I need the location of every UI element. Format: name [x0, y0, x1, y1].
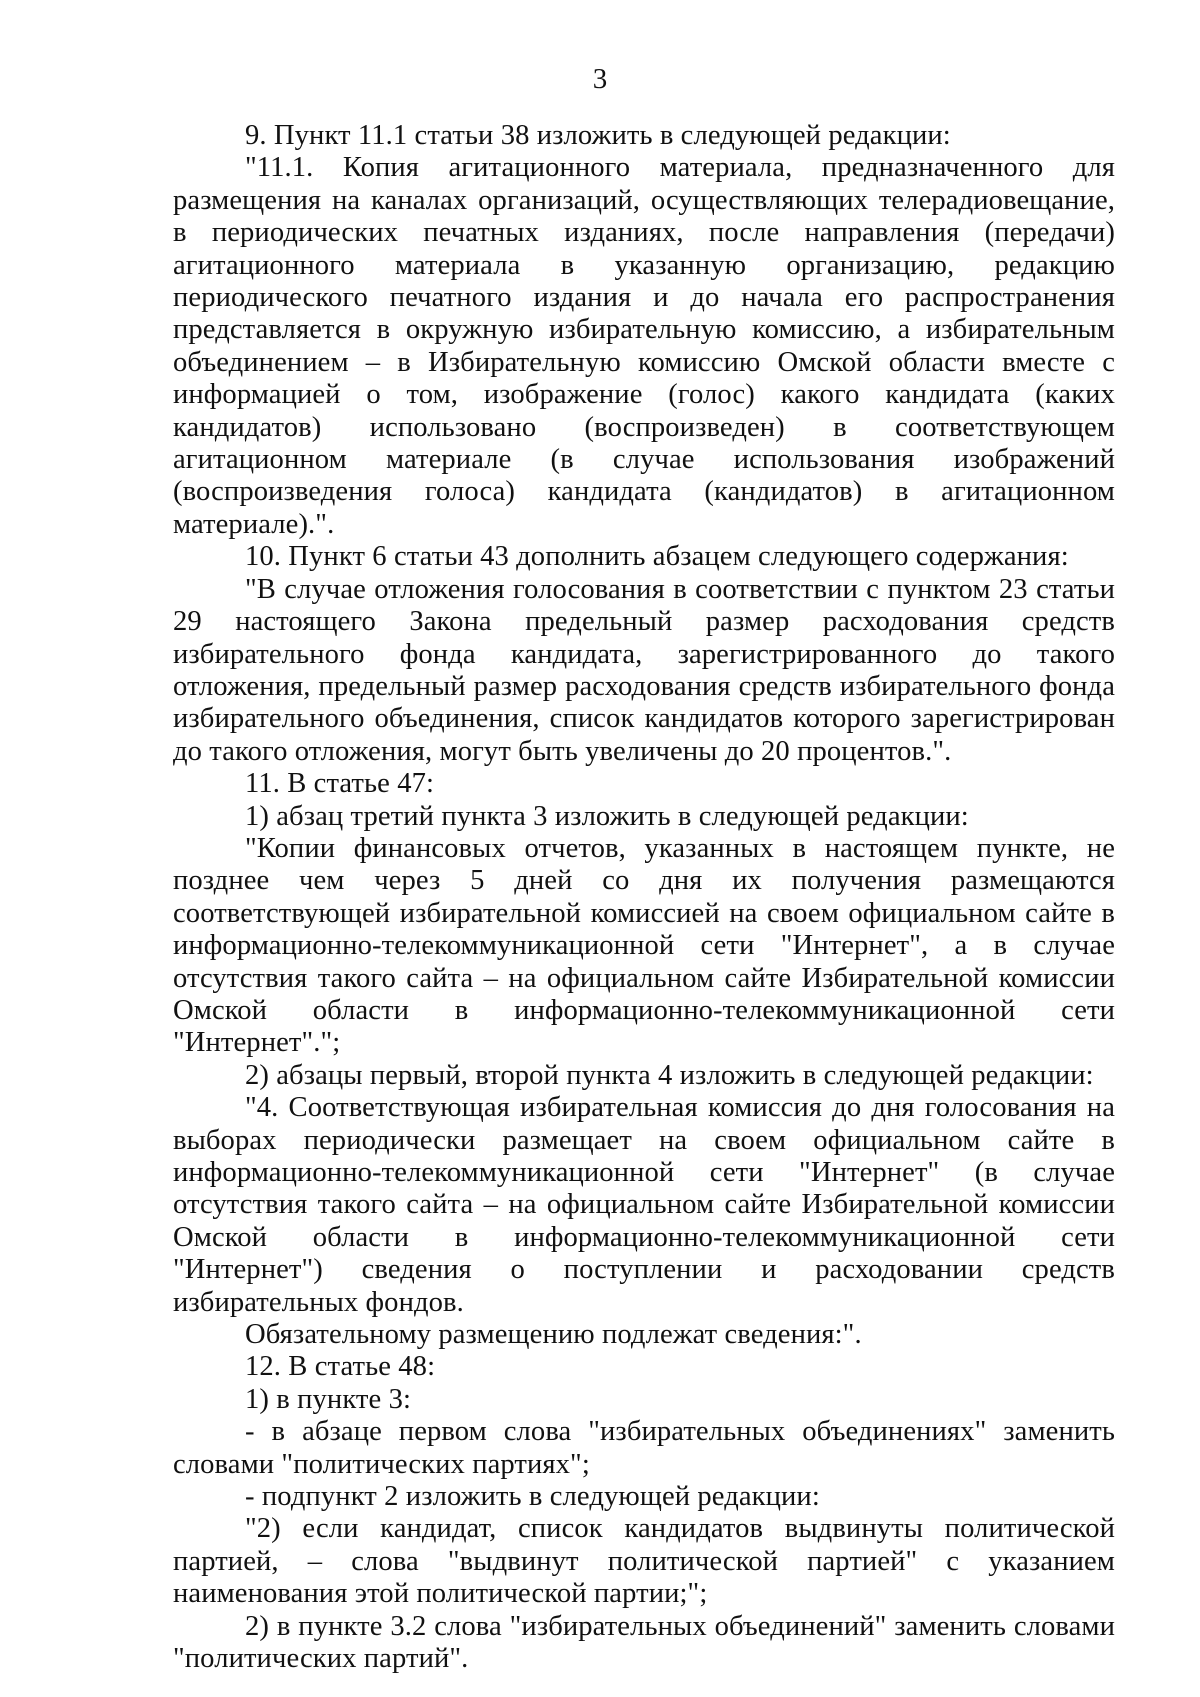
- paragraph-item-12-heading: 12. В статье 48:: [245, 1351, 436, 1383]
- paragraph-article-47-p3-text: "Копии финансовых отчетов, указанных в настоящем пункте, не позднее чем через 5 дней со дня их получения размещаются соответствующей избирательной комиссией на своем официальном сайте в информационно-телекоммуникационной сети "Интернет", а в случае отсутствия такого сайта – на официальном сайте Избирательной комиссии Омской области в информационно-телекоммуникационной сети "Интернет".";: [173, 832, 1115, 1059]
- paragraph-item-11-sub-2: 2) абзацы первый, второй пункта 4 изложить в следующей редакции:: [245, 1059, 1094, 1091]
- paragraph-item-12-sub-1: 1) в пункте 3:: [245, 1383, 412, 1415]
- paragraph-mandatory-info: Обязательному размещению подлежат сведения:".: [245, 1319, 862, 1351]
- paragraph-item-12-sub-1-b: - подпункт 2 изложить в следующей редакции:: [245, 1481, 820, 1513]
- paragraph-article-47-p4-text: "4. Соответствующая избирательная комиссия до дня голосования на выборах периодически размещает на своем официальном сайте в информационно-телекоммуникационной сети "Интернет" (в случае отсутствия такого сайта – на официальном сайте Избирательной комиссии Омской области в информационно-телекоммуникационной сети "Интернет") сведения о поступлении и расходовании средств избирательных фондов.: [173, 1092, 1115, 1318]
- paragraph-article-48-sp2-text: "2) если кандидат, список кандидатов выдвинуты политической партией, – слова "выдвинут политической партией" с указанием наименования этой политической партии;";: [173, 1513, 1115, 1610]
- paragraph-item-12-sub-2: 2) в пункте 3.2 слова "избирательных объединений" заменить словами "политических партий".: [173, 1610, 1115, 1675]
- paragraph-item-9-heading: 9. Пункт 11.1 статьи 38 изложить в следующей редакции:: [245, 120, 951, 151]
- document-body: [173, 120, 1115, 1676]
- paragraph-article-43-text: "В случае отложения голосования в соответствии с пунктом 23 статьи 29 настоящего Закона предельный размер расходования средств избирательного фонда кандидата, зарегистрированного до такого отложения, предельный размер расходования средств избирательного фонда избирательного объединения, список кандидатов которого зарегистрирован до такого отложения, могут быть увеличены до 20 процентов.".: [173, 573, 1115, 767]
- page-number: 3: [592, 63, 608, 95]
- paragraph-item-11-sub-1: 1) абзац третий пункта 3 изложить в следующей редакции:: [245, 800, 969, 832]
- paragraph-item-11-heading: 11. В статье 47:: [245, 768, 435, 800]
- paragraph-article-38-text: "11.1. Копия агитационного материала, предназначенного для размещения на каналах организаций, осуществляющих телерадиовещание, в периодических печатных изданиях, после направления (передачи) агитационного материала в указанную организацию, редакцию периодического печатного издания и до начала его распространения представляется в окружную избирательную комиссию, а избирательным объединением – в Избирательную комиссию Омской области вместе с информацией о том, изображение (голос) какого кандидата (каких кандидатов) использовано (воспроизведен) в соответствующем агитационном материале (в случае использования изображений (воспроизведения голоса) кандидата (кандидатов) в агитационном материале).".: [173, 152, 1115, 540]
- paragraph-item-12-sub-1-a: - в абзаце первом слова "избирательных объединениях" заменить словами "политических партиях";: [173, 1416, 1115, 1480]
- paragraph-item-10-heading: 10. Пункт 6 статьи 43 дополнить абзацем следующего содержания:: [245, 541, 1069, 573]
